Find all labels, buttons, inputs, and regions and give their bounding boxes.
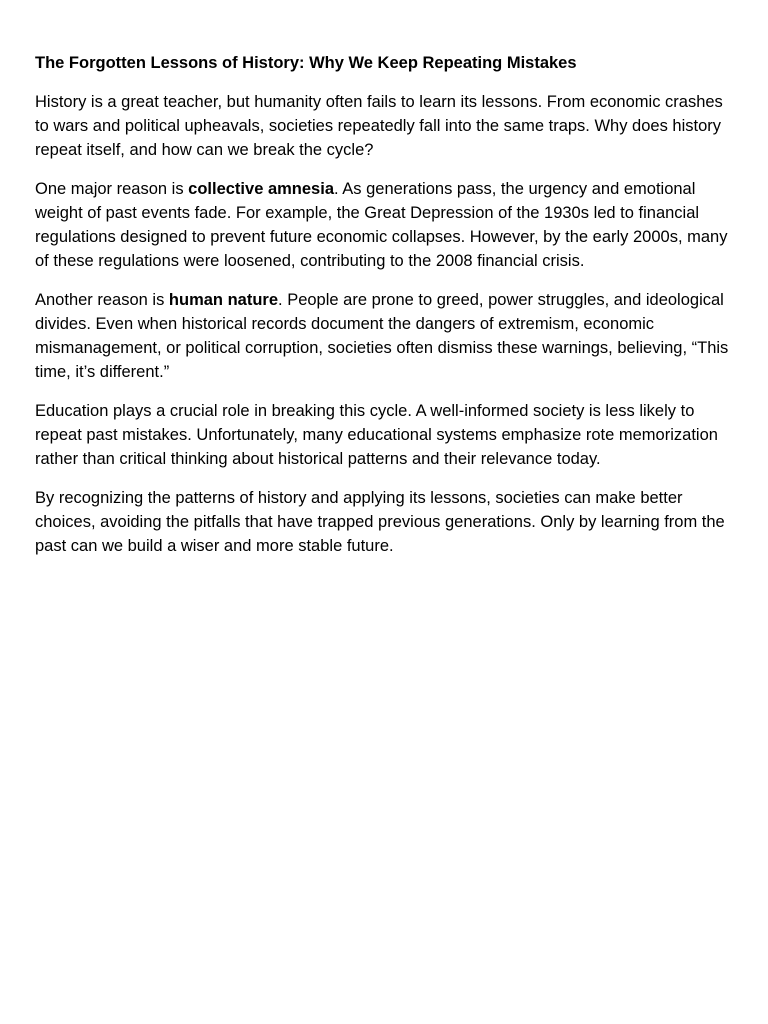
document-page <box>35 51 735 573</box>
paragraph-intro: History is a great teacher, but humanity often fails to learn its lessons. From economic crashes to wars and political upheavals, societies repeatedly fall into the same traps. Why does history repeat itself, and how can we break the cycle? <box>35 93 723 159</box>
paragraph-education: Education plays a crucial role in breaking this cycle. A well-informed society is less likely to repeat past mistakes. Unfortunately, many educational systems emphasize rote memorization rather than critical thinking about historical patterns and their relevance today. <box>35 402 718 468</box>
emphasis-human-nature: human nature <box>168 291 279 309</box>
paragraph-text: . As generations pass, the urgency and emotional weight of past events fade. For example, the Great Depression of the 1930s led to financial regulations designed to prevent future economic collapses. However, by the early 2000s, many of these regulations were loosened, contributing to the 2008 financial crisis. <box>35 180 728 270</box>
paragraph-text: Another reason is <box>35 291 169 309</box>
paragraph-conclusion: By recognizing the patterns of history and applying its lessons, societies can make better choices, avoiding the pitfalls that have trapped previous generations. Only by learning from the past can we build a wiser and more stable future. <box>35 489 725 555</box>
paragraph-text: One major reason is <box>35 180 189 198</box>
paragraph-text: . People are prone to greed, power struggles, and ideological divides. Even when historical records document the dangers of extremism, economic mismanagement, or political corruption, societies often dismiss these warnings, believing, “This time, it’s different.” <box>35 291 729 381</box>
paragraph-human-nature <box>35 288 735 384</box>
paragraph-collective-amnesia <box>35 177 735 273</box>
document-title: The Forgotten Lessons of History: Why We Keep Repeating Mistakes <box>35 54 577 72</box>
emphasis-collective-amnesia: collective amnesia <box>188 180 334 198</box>
